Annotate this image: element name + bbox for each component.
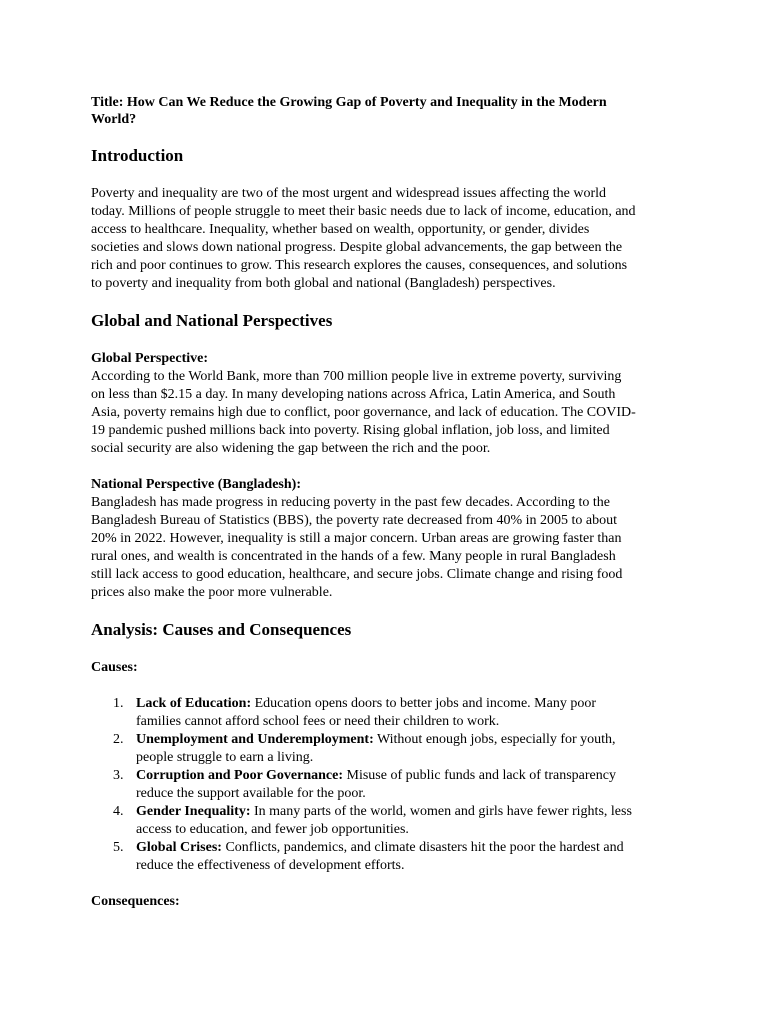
national-perspective-paragraph <box>91 476 691 602</box>
list-item <box>91 803 691 839</box>
list-item <box>91 695 691 731</box>
text-line: Bangladesh Bureau of Statistics (BBS), the poverty rate decreased from 40% in 2005 to about <box>91 513 618 528</box>
list-item-second-line: reduce the effectiveness of development efforts. <box>136 858 405 873</box>
text-line: Asia, poverty remains high due to conflict, poor governance, and lack of education. The COVID- <box>91 405 636 420</box>
list-number: 3. <box>113 768 124 783</box>
list-item-text: Misuse of public funds and lack of transparency <box>343 768 616 783</box>
list-item-text: Education opens doors to better jobs and income. Many poor <box>251 696 596 711</box>
list-item-first-line <box>136 803 691 821</box>
document-title <box>91 94 691 128</box>
title-line: World? <box>91 112 137 127</box>
perspectives-heading: Global and National Perspectives <box>91 311 333 330</box>
title-line: Title: How Can We Reduce the Growing Gap of Poverty and Inequality in the Modern <box>91 95 607 110</box>
text-line: rich and poor continues to grow. This research explores the causes, consequences, and solutions <box>91 258 628 273</box>
list-item-text: In many parts of the world, women and girls have fewer rights, less <box>250 804 632 819</box>
causes-label: Causes: <box>91 660 138 675</box>
list-item-term: Lack of Education: <box>136 696 252 711</box>
consequences-label: Consequences: <box>91 894 180 909</box>
list-item-text: Without enough jobs, especially for youth, <box>373 732 616 747</box>
introduction-heading: Introduction <box>91 146 184 165</box>
list-item-text: Conflicts, pandemics, and climate disasters hit the poor the hardest and <box>221 840 624 855</box>
analysis-heading: Analysis: Causes and Consequences <box>91 620 352 639</box>
list-item-first-line <box>136 695 691 713</box>
text-line: prices also make the poor more vulnerable. <box>91 585 333 600</box>
list-number: 2. <box>113 732 124 747</box>
text-line: today. Millions of people struggle to meet their basic needs due to lack of income, education, and <box>91 204 636 219</box>
text-line: Bangladesh has made progress in reducing poverty in the past few decades. According to the <box>91 495 611 510</box>
list-item-second-line: access to education, and fewer job opportunities. <box>136 822 409 837</box>
list-item <box>91 731 691 767</box>
national-perspective-label: National Perspective (Bangladesh): <box>91 477 301 492</box>
text-line: on less than $2.15 a day. In many developing nations across Africa, Latin America, and South <box>91 387 616 402</box>
list-item <box>91 767 691 803</box>
list-item-first-line <box>136 731 691 749</box>
text-line: 20% in 2022. However, inequality is still a major concern. Urban areas are growing faster than <box>91 531 622 546</box>
list-item-second-line: families cannot afford school fees or need their children to work. <box>136 714 500 729</box>
list-item-first-line <box>136 767 691 785</box>
list-item-term: Global Crises: <box>136 840 222 855</box>
list-item-second-line: reduce the support available for the poor. <box>136 786 366 801</box>
list-item <box>91 839 691 875</box>
text-line: access to healthcare. Inequality, whether based on wealth, opportunity, or gender, divides <box>91 222 590 237</box>
text-line: 19 pandemic pushed millions back into poverty. Rising global inflation, job loss, and limited <box>91 423 610 438</box>
global-perspective-paragraph <box>91 350 691 458</box>
causes-list <box>91 695 691 875</box>
text-line: to poverty and inequality from both global and national (Bangladesh) perspectives. <box>91 276 556 291</box>
list-item-term: Corruption and Poor Governance: <box>136 768 344 783</box>
introduction-paragraph <box>91 185 691 293</box>
list-item-term: Gender Inequality: <box>136 804 251 819</box>
text-line: social security are also widening the gap between the rich and the poor. <box>91 441 491 456</box>
list-number: 5. <box>113 840 124 855</box>
text-line: According to the World Bank, more than 700 million people live in extreme poverty, surviving <box>91 369 622 384</box>
text-line: still lack access to good education, healthcare, and secure jobs. Climate change and rising food <box>91 567 623 582</box>
text-line: societies and slows down national progress. Despite global advancements, the gap between the <box>91 240 623 255</box>
list-item-first-line <box>136 839 691 857</box>
list-number: 4. <box>113 804 124 819</box>
list-item-second-line: people struggle to earn a living. <box>136 750 314 765</box>
text-line: rural ones, and wealth is concentrated in the hands of a few. Many people in rural Bangladesh <box>91 549 616 564</box>
global-perspective-label: Global Perspective: <box>91 351 209 366</box>
text-line: Poverty and inequality are two of the most urgent and widespread issues affecting the world <box>91 186 607 201</box>
list-number: 1. <box>113 696 124 711</box>
document-body <box>91 94 691 929</box>
list-item-term: Unemployment and Underemployment: <box>136 732 374 747</box>
